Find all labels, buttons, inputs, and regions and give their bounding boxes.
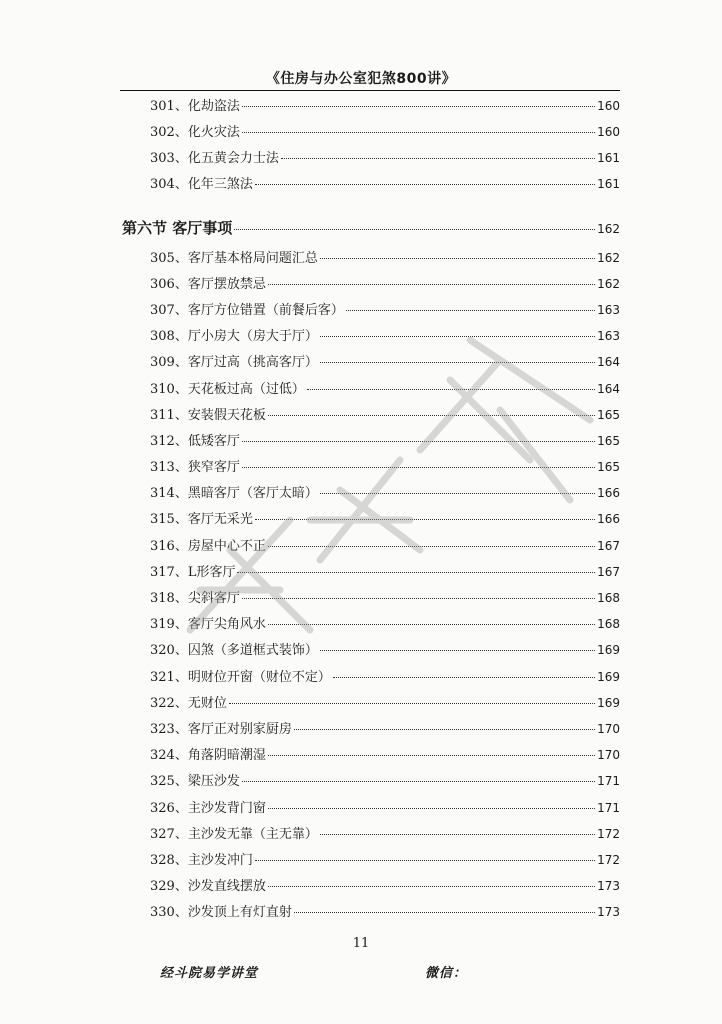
toc-entry-label: 315、客厅无采光 bbox=[150, 512, 253, 527]
toc-entry-label: 308、厅小房大（房大于厅） bbox=[150, 329, 318, 344]
toc-entry-page: 164 bbox=[597, 355, 620, 369]
leader-dots bbox=[320, 834, 595, 835]
toc-entry-page: 160 bbox=[597, 125, 620, 139]
toc-entry-318[interactable] bbox=[150, 589, 620, 608]
toc-entry-page: 166 bbox=[597, 512, 620, 526]
toc-entry-322[interactable] bbox=[150, 694, 620, 713]
toc-entry-307[interactable] bbox=[150, 301, 620, 320]
leader-dots bbox=[281, 158, 595, 159]
leader-dots bbox=[268, 755, 595, 756]
leader-dots bbox=[242, 106, 595, 107]
leader-dots bbox=[268, 624, 595, 625]
toc-entry-label: 306、客厅摆放禁忌 bbox=[150, 277, 266, 292]
toc-entry-page: 173 bbox=[597, 905, 620, 919]
toc-entry-312[interactable] bbox=[150, 432, 620, 451]
toc-entry-page: 169 bbox=[597, 696, 620, 710]
toc-entry-label: 317、L形客厅 bbox=[150, 565, 236, 580]
toc-entry-page: 172 bbox=[597, 853, 620, 867]
toc-entry-page: 161 bbox=[597, 151, 620, 165]
toc-entry-label: 307、客厅方位错置（前餐后客） bbox=[150, 303, 344, 318]
leader-dots bbox=[268, 546, 595, 547]
toc-entry-page: 162 bbox=[597, 251, 620, 265]
toc-entry-label: 312、低矮客厅 bbox=[150, 434, 240, 449]
toc-entry-page: 163 bbox=[597, 303, 620, 317]
toc-entry-label: 324、角落阴暗潮湿 bbox=[150, 748, 266, 763]
toc-entry-page: 160 bbox=[597, 99, 620, 113]
leader-dots bbox=[242, 467, 595, 468]
toc-entry-302[interactable] bbox=[150, 123, 620, 142]
toc-entry-310[interactable] bbox=[150, 380, 620, 399]
toc-entry-page: 161 bbox=[597, 177, 620, 191]
toc-entry-label: 320、囚煞（多道框式装饰） bbox=[150, 643, 318, 658]
toc-entry-label: 301、化劫盗法 bbox=[150, 99, 240, 114]
toc-entry-320[interactable] bbox=[150, 641, 620, 660]
leader-dots bbox=[333, 677, 595, 678]
toc-entry-page: 165 bbox=[597, 408, 620, 422]
leader-dots bbox=[229, 703, 595, 704]
leader-dots bbox=[237, 572, 595, 573]
toc-entry-328[interactable] bbox=[150, 851, 620, 870]
toc-entry-330[interactable] bbox=[150, 903, 620, 922]
toc-entry-311[interactable] bbox=[150, 406, 620, 425]
toc-entry-page: 164 bbox=[597, 382, 620, 396]
toc-entry-page: 165 bbox=[597, 460, 620, 474]
toc-entry-301[interactable] bbox=[150, 97, 620, 116]
toc-entry-label: 303、化五黄会力士法 bbox=[150, 151, 279, 166]
toc-entry-label: 325、梁压沙发 bbox=[150, 774, 240, 789]
leader-dots bbox=[255, 860, 595, 861]
toc-entry-315[interactable] bbox=[150, 510, 620, 529]
page-number: 11 bbox=[352, 936, 370, 951]
leader-dots bbox=[320, 362, 595, 363]
leader-dots bbox=[255, 184, 595, 185]
leader-dots bbox=[242, 132, 595, 133]
leader-dots bbox=[320, 493, 595, 494]
section-heading-label: 第六节 客厅事项 bbox=[122, 219, 233, 237]
leader-dots bbox=[320, 336, 595, 337]
toc-entry-324[interactable] bbox=[150, 746, 620, 765]
leader-dots bbox=[268, 886, 595, 887]
toc-entry-page: 167 bbox=[597, 565, 620, 579]
leader-dots bbox=[320, 258, 595, 259]
toc-entry-page: 169 bbox=[597, 670, 620, 684]
leader-dots bbox=[294, 912, 595, 913]
toc-entry-page: 171 bbox=[597, 801, 620, 815]
toc-entry-319[interactable] bbox=[150, 615, 620, 634]
toc-entry-page: 165 bbox=[597, 434, 620, 448]
leader-dots bbox=[234, 229, 595, 230]
toc-entry-309[interactable] bbox=[150, 353, 620, 372]
toc-entry-label: 302、化火灾法 bbox=[150, 125, 240, 140]
leader-dots bbox=[268, 284, 595, 285]
leader-dots bbox=[268, 415, 595, 416]
toc-entry-313[interactable] bbox=[150, 458, 620, 477]
toc-entry-page: 168 bbox=[597, 617, 620, 631]
toc-entry-323[interactable] bbox=[150, 720, 620, 739]
toc-entry-305[interactable] bbox=[150, 249, 620, 268]
toc-entry-label: 322、无财位 bbox=[150, 696, 227, 711]
toc-entry-page: 167 bbox=[597, 539, 620, 553]
leader-dots bbox=[242, 441, 595, 442]
section-heading-page: 162 bbox=[597, 222, 620, 236]
toc-entry-page: 170 bbox=[597, 722, 620, 736]
toc-entry-page: 171 bbox=[597, 774, 620, 788]
toc-entry-page: 169 bbox=[597, 643, 620, 657]
leader-dots bbox=[320, 650, 595, 651]
toc-entry-label: 311、安装假天花板 bbox=[150, 408, 266, 423]
toc-entry-label: 304、化年三煞法 bbox=[150, 177, 253, 192]
toc-entry-316[interactable] bbox=[150, 537, 620, 556]
toc-section-heading[interactable] bbox=[122, 219, 620, 238]
toc-entry-303[interactable] bbox=[150, 149, 620, 168]
toc-entry-label: 323、客厅正对别家厨房 bbox=[150, 722, 292, 737]
toc-entry-329[interactable] bbox=[150, 877, 620, 896]
toc-entry-page: 168 bbox=[597, 591, 620, 605]
toc-entry-page: 163 bbox=[597, 329, 620, 343]
toc-entry-308[interactable] bbox=[150, 327, 620, 346]
toc-entry-label: 318、尖斜客厅 bbox=[150, 591, 240, 606]
toc-entry-label: 316、房屋中心不正 bbox=[150, 539, 266, 554]
toc-entry-label: 305、客厅基本格局问题汇总 bbox=[150, 251, 318, 266]
page-header-title: 《住房与办公室犯煞800讲》 bbox=[265, 71, 457, 87]
toc-entry-label: 328、主沙发冲门 bbox=[150, 853, 253, 868]
toc-entry-326[interactable] bbox=[150, 799, 620, 818]
toc-entry-label: 314、黑暗客厅（客厅太暗） bbox=[150, 486, 318, 501]
leader-dots bbox=[242, 781, 595, 782]
footer-wechat-label: 微信： bbox=[425, 966, 468, 981]
toc-entry-label: 310、天花板过高（过低） bbox=[150, 382, 305, 397]
toc-entry-page: 172 bbox=[597, 827, 620, 841]
toc-entry-327[interactable] bbox=[150, 825, 620, 844]
toc-entry-321[interactable] bbox=[150, 668, 620, 687]
toc-entry-label: 327、主沙发无靠（主无靠） bbox=[150, 827, 318, 842]
leader-dots bbox=[294, 729, 595, 730]
leader-dots bbox=[346, 310, 595, 311]
toc-entry-label: 319、客厅尖角风水 bbox=[150, 617, 266, 632]
toc-entry-page: 166 bbox=[597, 486, 620, 500]
toc-entry-317[interactable] bbox=[150, 563, 620, 582]
toc-entry-325[interactable] bbox=[150, 772, 620, 791]
footer-publisher: 经斗院易学讲堂 bbox=[160, 966, 259, 981]
toc-entry-label: 313、狭窄客厅 bbox=[150, 460, 240, 475]
toc-entry-label: 326、主沙发背门窗 bbox=[150, 801, 266, 816]
toc-entry-label: 329、沙发直线摆放 bbox=[150, 879, 266, 894]
toc-entry-306[interactable] bbox=[150, 275, 620, 294]
toc-entry-label: 330、沙发顶上有灯直射 bbox=[150, 905, 292, 920]
leader-dots bbox=[307, 389, 595, 390]
leader-dots bbox=[242, 598, 595, 599]
toc-entry-314[interactable] bbox=[150, 484, 620, 503]
leader-dots bbox=[255, 519, 595, 520]
toc-entry-304[interactable] bbox=[150, 175, 620, 194]
toc-entry-page: 162 bbox=[597, 277, 620, 291]
toc-entry-page: 170 bbox=[597, 748, 620, 762]
toc-entry-label: 309、客厅过高（挑高客厅） bbox=[150, 355, 318, 370]
toc-entry-label: 321、明财位开窗（财位不定） bbox=[150, 670, 331, 685]
leader-dots bbox=[268, 808, 595, 809]
toc-entry-page: 173 bbox=[597, 879, 620, 893]
